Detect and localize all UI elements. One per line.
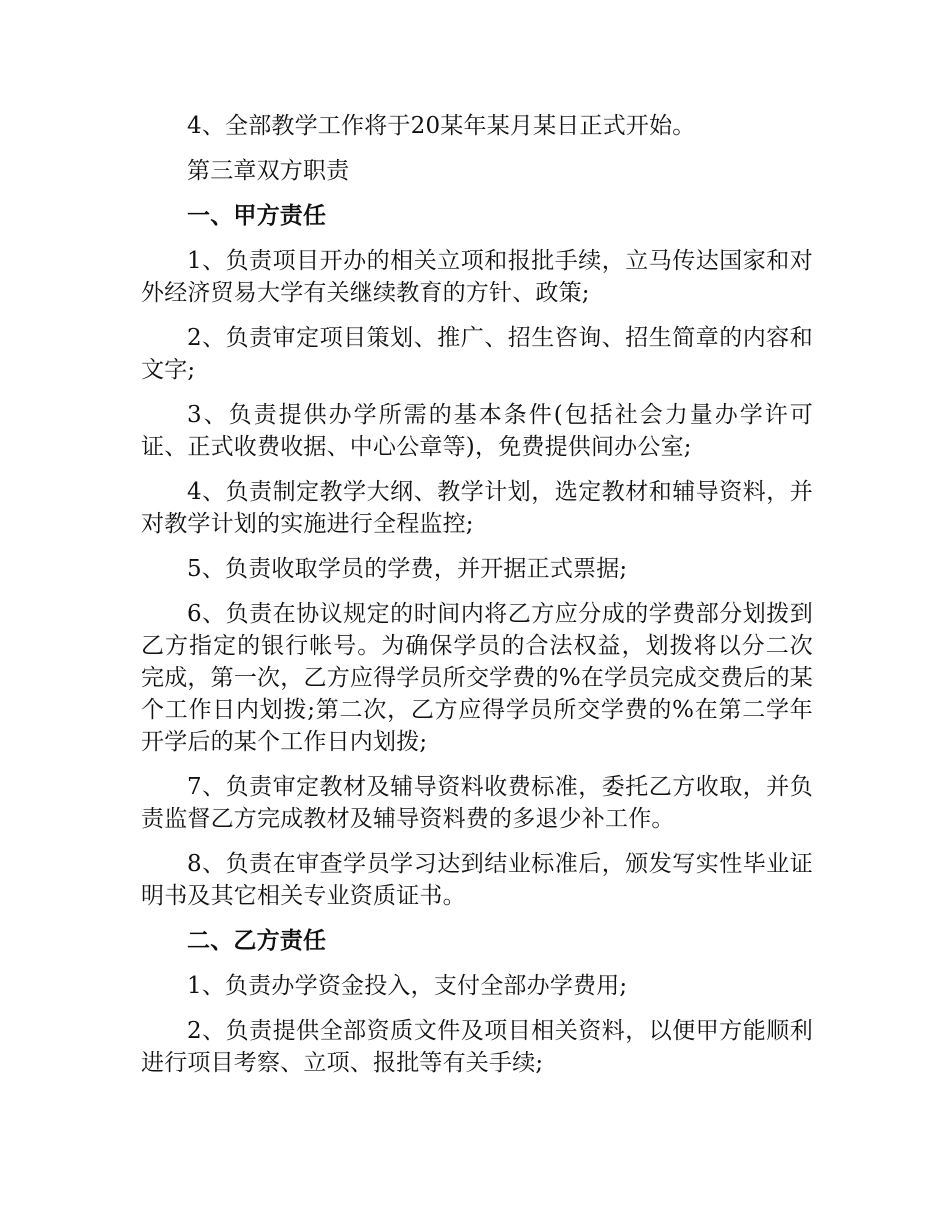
section-heading-party-b: 二、乙方责任 (187, 928, 327, 954)
party-a-duty-7: 7、负责审定教材及辅导资料收费标准，委托乙方收取，并负责监督乙方完成教材及辅导资料费的多退少补工作。 (141, 774, 813, 832)
party-a-duty-8: 8、负责在审查学员学习达到结业标准后，颁发写实性毕业证明书及其它相关专业资质证书。 (141, 851, 813, 909)
party-a-duty-6: 6、负责在协议规定的时间内将乙方应分成的学费部分划拨到乙方指定的银行帐号。为确保学员的合法权益，划拨将以分二次完成，第一次，乙方应得学员所交学费的%在学员完成交费后的某个工作日内划拨;第二次，乙方应得学员所交学费的%在第二学年开学后的某个工作日内划拨; (141, 601, 813, 755)
party-a-duty-2: 2、负责审定项目策划、推广、招生咨询、招生简章的内容和文字; (141, 325, 813, 383)
party-a-duty-4: 4、负责制定教学大纲、教学计划，选定教材和辅导资料，并对教学计划的实施进行全程监控; (141, 479, 813, 537)
party-a-duty-1: 1、负责项目开办的相关立项和报批手续，立马传达国家和对外经济贸易大学有关继续教育的方针、政策; (141, 248, 813, 306)
party-a-duty-5: 5、负责收取学员的学费，并开据正式票据; (187, 556, 628, 582)
party-b-duty-2: 2、负责提供全部资质文件及项目相关资料，以便甲方能顺利进行项目考察、立项、报批等有关手续; (141, 1018, 813, 1076)
paragraph-item-4-start-date: 4、全部教学工作将于20某年某月某日正式开始。 (187, 113, 696, 139)
party-b-duty-1: 1、负责办学资金投入，支付全部办学费用; (187, 973, 628, 999)
chapter-title: 第三章双方职责 (187, 158, 350, 184)
document-body (141, 110, 813, 1092)
section-heading-party-a: 一、甲方责任 (187, 203, 327, 229)
party-a-duty-3: 3、负责提供办学所需的基本条件(包括社会力量办学许可证、正式收费收据、中心公章等)，免费提供间办公室; (141, 402, 813, 460)
